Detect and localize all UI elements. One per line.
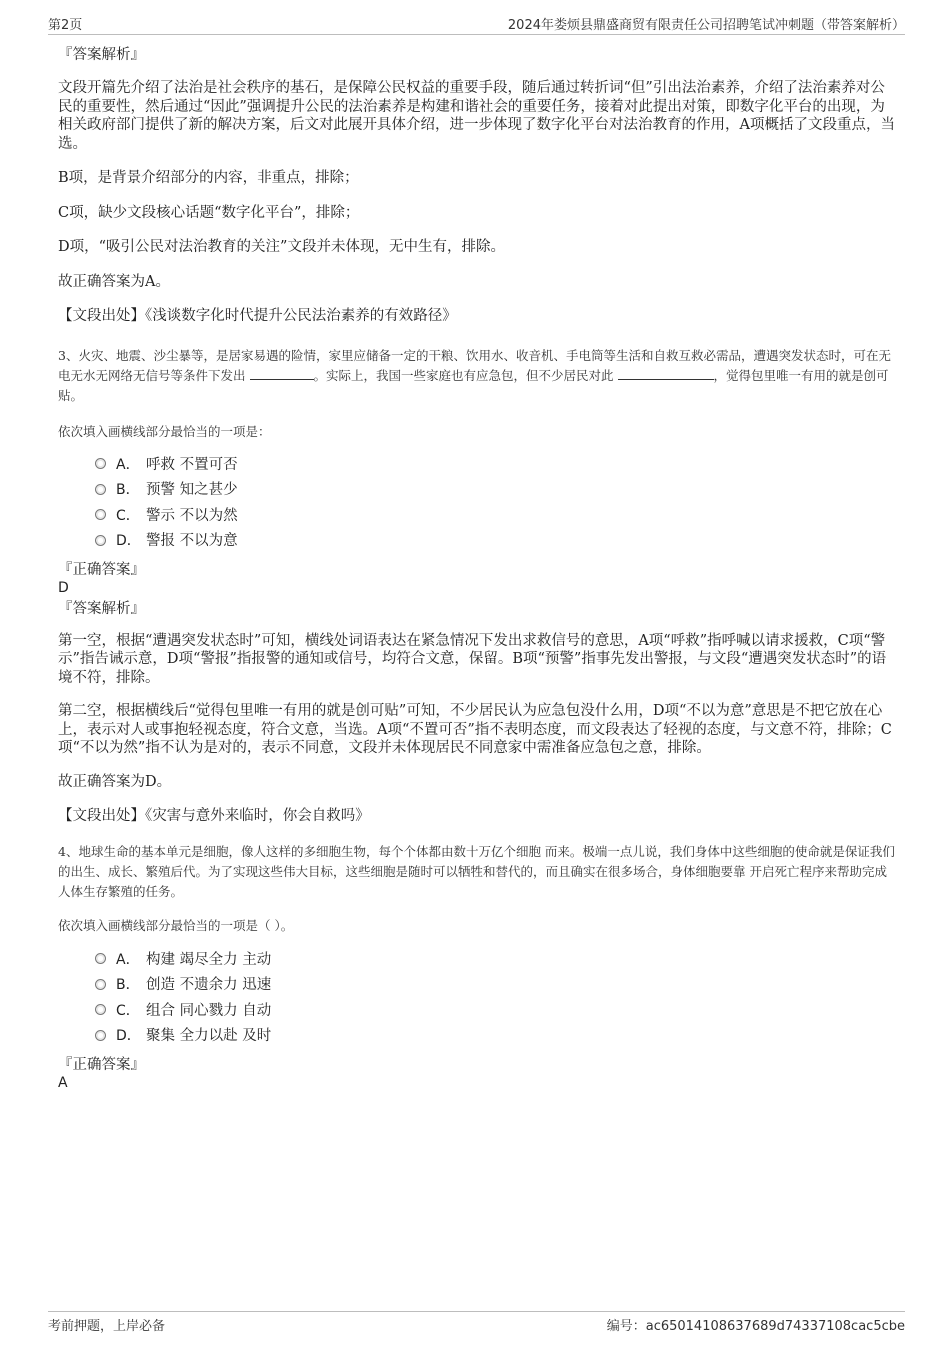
option-b[interactable]: B． 创造 不遗余力 迅速 <box>95 973 898 999</box>
option-d[interactable]: D． 聚集 全力以赴 及时 <box>95 1024 898 1050</box>
correct-answer: D <box>58 579 69 596</box>
source-citation: 【文段出处】《浅谈数字化时代提升公民法治素养的有效路径》 <box>58 308 457 324</box>
radio-icon[interactable] <box>95 458 106 469</box>
conclusion: 故正确答案为D。 <box>58 773 172 790</box>
analysis-paragraph: 第二空，根据横线后“觉得包里唯一有用的就是创可贴”可知，不少居民认为应急包没什么用，D项“不以为意”意思是不把它放在心上，表示对人或事抱轻视态度，符合文意，当选。A项“不置可否”指不表明态度，而文段表达了轻视的态度，与文意不符，排除；C项“不以为然”指不认为是对的，表示不同意，文段并未体现居民不同意家中需准备应急包之意，排除。 <box>58 703 892 756</box>
correct-answer-label: 『正确答案』 <box>58 561 145 578</box>
analysis-label: 『答案解析』 <box>58 47 145 63</box>
option-list <box>58 453 898 555</box>
analysis-paragraph: 文段开篇先介绍了法治是社会秩序的基石，是保障公民权益的重要手段，随后通过转折词“但”引出法治素养，介绍了法治素养对公民的重要性，然后通过“因此”强调提升公民的法治素养是构建和谐社会的重要任务，接着对此提出对策，即数字化平台的出现，为相关政府部门提供了新的解决方案，后文对此展开具体介绍，进一步体现了数字化平台对法治教育的作用，A项概括了文段重点，当选。 <box>58 80 895 152</box>
question-stem: 4、地球生命的基本单元是细胞，像人这样的多细胞生物，每个个体都由数十万亿个细胞 而来。极端一点儿说，我们身体中这些细胞的使命就是保证我们的出生、成长、繁殖后代。为了实现这些伟大目标，这些细胞是随时可以牺牲和替代的，而且确实在很多场合，身体细胞要靠 开启死亡程序来帮助完成人体生存繁殖的任务。 <box>58 843 895 899</box>
question-stem: 3、火灾、地震、沙尘暴等，是居家易遇的险情，家里应储备一定的干粮、饮用水、收音机、手电筒等生活和自救互救必需品，遭遇突发状态时，可在无电无水无网络无信号等条件下发出 。实际上，我国一些家庭也有应急包，但不少居民对此 ，觉得包里唯一有用的就是创可贴。 <box>58 347 891 403</box>
option-c[interactable]: C． 警示 不以为然 <box>95 504 898 530</box>
option-d[interactable]: D． 警报 不以为意 <box>95 529 898 555</box>
document-code: 编号：ac65014108637689d74337108cac5cbe <box>606 1319 905 1334</box>
analysis-paragraph: D项，“吸引公民对法治教育的关注”文段并未体现，无中生有，排除。 <box>58 239 505 255</box>
option-a[interactable]: A． 构建 竭尽全力 主动 <box>95 948 898 974</box>
radio-icon[interactable] <box>95 979 106 990</box>
radio-icon[interactable] <box>95 953 106 964</box>
analysis-paragraph: B项，是背景介绍部分的内容，非重点，排除； <box>58 170 359 186</box>
analysis-label: 『答案解析』 <box>58 600 145 617</box>
radio-icon[interactable] <box>95 1004 106 1015</box>
correct-answer: A <box>58 1074 68 1091</box>
radio-icon[interactable] <box>95 535 106 546</box>
page-header <box>48 14 905 35</box>
correct-answer-label: 『正确答案』 <box>58 1056 145 1073</box>
question-instruction: 依次填入画横线部分最恰当的一项是： <box>58 423 271 439</box>
page-content <box>58 46 898 1092</box>
option-b[interactable]: B． 预警 知之甚少 <box>95 478 898 504</box>
question-instruction: 依次填入画横线部分最恰当的一项是（ ）。 <box>58 917 294 933</box>
page-footer <box>48 1311 905 1334</box>
radio-icon[interactable] <box>95 484 106 495</box>
source-citation: 【文段出处】《灾害与意外来临时，你会自救吗》 <box>58 808 370 824</box>
option-a[interactable]: A． 呼救 不置可否 <box>95 453 898 479</box>
analysis-paragraph: C项，缺少文段核心话题“数字化平台”，排除； <box>58 204 360 221</box>
analysis-paragraph: 第一空，根据“遭遇突发状态时”可知，横线处词语表达在紧急情况下发出求救信号的意思，A项“呼救”指呼喊以请求援救，C项“警示”指告诫示意，D项“警报”指报警的通知或信号，均符合文意，保留。B项“预警”指事先发出警报，与文段“遭遇突发状态时”的语境不符，排除。 <box>58 632 887 686</box>
fill-blank <box>618 367 714 380</box>
document-title: 2024年娄烦县鼎盛商贸有限责任公司招聘笔试冲刺题（带答案解析） <box>507 18 905 33</box>
page-number: 第2页 <box>48 18 83 33</box>
option-c[interactable]: C． 组合 同心戮力 自动 <box>95 999 898 1025</box>
option-list <box>58 948 898 1050</box>
fill-blank <box>250 367 314 380</box>
conclusion: 故正确答案为A。 <box>58 273 170 290</box>
radio-icon[interactable] <box>95 1030 106 1041</box>
footer-slogan: 考前押题，上岸必备 <box>48 1319 166 1334</box>
radio-icon[interactable] <box>95 509 106 520</box>
